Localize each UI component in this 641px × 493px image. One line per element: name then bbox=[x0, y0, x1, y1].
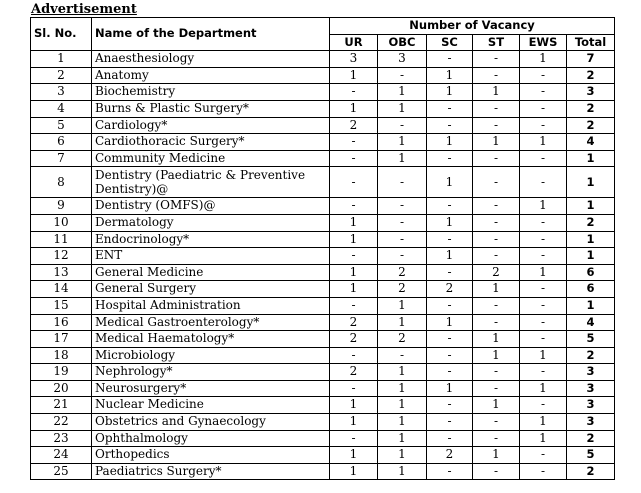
ur-cell: - bbox=[330, 167, 378, 198]
ews-cell: - bbox=[520, 447, 567, 464]
sl-no-cell: 8 bbox=[31, 167, 92, 198]
table-row bbox=[31, 100, 615, 117]
col-header-total: Total bbox=[567, 34, 615, 51]
total-cell: 3 bbox=[567, 380, 615, 397]
total-cell: 6 bbox=[567, 264, 615, 281]
st-cell: 1 bbox=[473, 134, 520, 151]
st-cell: 1 bbox=[473, 84, 520, 101]
sl-no-cell: 21 bbox=[31, 397, 92, 414]
ews-cell: - bbox=[520, 67, 567, 84]
ews-cell: - bbox=[520, 167, 567, 198]
vacancy-table bbox=[30, 17, 615, 480]
department-cell: Medical Haematology* bbox=[92, 331, 330, 348]
obc-cell: 1 bbox=[378, 430, 427, 447]
sc-cell: 2 bbox=[427, 447, 473, 464]
ur-cell: - bbox=[330, 248, 378, 265]
st-cell: - bbox=[473, 117, 520, 134]
table-row bbox=[31, 447, 615, 464]
st-cell: - bbox=[473, 100, 520, 117]
department-cell: Microbiology bbox=[92, 347, 330, 364]
st-cell: - bbox=[473, 430, 520, 447]
sc-cell: - bbox=[427, 414, 473, 431]
obc-cell: 1 bbox=[378, 150, 427, 167]
table-row bbox=[31, 281, 615, 298]
department-cell: Burns & Plastic Surgery* bbox=[92, 100, 330, 117]
ur-cell: - bbox=[330, 134, 378, 151]
table-row bbox=[31, 430, 615, 447]
department-cell: Ophthalmology bbox=[92, 430, 330, 447]
col-header-ur: UR bbox=[330, 34, 378, 51]
total-cell: 1 bbox=[567, 297, 615, 314]
sl-no-cell: 22 bbox=[31, 414, 92, 431]
sc-cell: 1 bbox=[427, 214, 473, 231]
ur-cell: - bbox=[330, 150, 378, 167]
sc-cell: 2 bbox=[427, 281, 473, 298]
department-cell: Neurosurgery* bbox=[92, 380, 330, 397]
table-row bbox=[31, 84, 615, 101]
sl-no-cell: 16 bbox=[31, 314, 92, 331]
table-row bbox=[31, 314, 615, 331]
table-row bbox=[31, 380, 615, 397]
ews-cell: 1 bbox=[520, 430, 567, 447]
total-cell: 4 bbox=[567, 134, 615, 151]
sc-cell: - bbox=[427, 150, 473, 167]
sc-cell: - bbox=[427, 364, 473, 381]
department-cell: Cardiothoracic Surgery* bbox=[92, 134, 330, 151]
ur-cell: - bbox=[330, 198, 378, 215]
obc-cell: - bbox=[378, 117, 427, 134]
table-row bbox=[31, 397, 615, 414]
total-cell: 6 bbox=[567, 281, 615, 298]
ur-cell: 1 bbox=[330, 231, 378, 248]
st-cell: 2 bbox=[473, 264, 520, 281]
department-cell: Nuclear Medicine bbox=[92, 397, 330, 414]
department-cell: Paediatrics Surgery* bbox=[92, 463, 330, 480]
department-cell: Cardiology* bbox=[92, 117, 330, 134]
obc-cell: - bbox=[378, 67, 427, 84]
obc-cell: 1 bbox=[378, 364, 427, 381]
total-cell: 2 bbox=[567, 347, 615, 364]
total-cell: 4 bbox=[567, 314, 615, 331]
sl-no-cell: 6 bbox=[31, 134, 92, 151]
department-cell: Medical Gastroenterology* bbox=[92, 314, 330, 331]
ur-cell: 1 bbox=[330, 397, 378, 414]
table-row bbox=[31, 214, 615, 231]
col-header-vacancy-group: Number of Vacancy bbox=[330, 18, 615, 35]
table-row bbox=[31, 198, 615, 215]
ews-cell: - bbox=[520, 281, 567, 298]
obc-cell: - bbox=[378, 248, 427, 265]
sl-no-cell: 4 bbox=[31, 100, 92, 117]
table-row bbox=[31, 150, 615, 167]
ur-cell: - bbox=[330, 380, 378, 397]
st-cell: - bbox=[473, 51, 520, 68]
obc-cell: 1 bbox=[378, 100, 427, 117]
ur-cell: 2 bbox=[330, 117, 378, 134]
st-cell: 1 bbox=[473, 397, 520, 414]
sl-no-cell: 12 bbox=[31, 248, 92, 265]
sl-no-cell: 1 bbox=[31, 51, 92, 68]
obc-cell: 1 bbox=[378, 414, 427, 431]
department-cell: Dentistry (Paediatric & Preventive Dentistry)@ bbox=[92, 167, 330, 198]
st-cell: - bbox=[473, 150, 520, 167]
obc-cell: - bbox=[378, 198, 427, 215]
ews-cell: - bbox=[520, 84, 567, 101]
department-cell: General Surgery bbox=[92, 281, 330, 298]
ews-cell: - bbox=[520, 231, 567, 248]
ur-cell: - bbox=[330, 84, 378, 101]
st-cell: - bbox=[473, 198, 520, 215]
ur-cell: 1 bbox=[330, 67, 378, 84]
sl-no-cell: 20 bbox=[31, 380, 92, 397]
department-cell: Dermatology bbox=[92, 214, 330, 231]
table-row bbox=[31, 67, 615, 84]
st-cell: - bbox=[473, 214, 520, 231]
total-cell: 2 bbox=[567, 117, 615, 134]
total-cell: 2 bbox=[567, 100, 615, 117]
table-row bbox=[31, 297, 615, 314]
st-cell: - bbox=[473, 67, 520, 84]
sc-cell: - bbox=[427, 264, 473, 281]
table-row bbox=[31, 231, 615, 248]
st-cell: - bbox=[473, 297, 520, 314]
ews-cell: - bbox=[520, 214, 567, 231]
sc-cell: 1 bbox=[427, 380, 473, 397]
obc-cell: - bbox=[378, 231, 427, 248]
ews-cell: - bbox=[520, 364, 567, 381]
sl-no-cell: 3 bbox=[31, 84, 92, 101]
obc-cell: 1 bbox=[378, 314, 427, 331]
st-cell: - bbox=[473, 314, 520, 331]
table-row bbox=[31, 264, 615, 281]
st-cell: 1 bbox=[473, 331, 520, 348]
total-cell: 2 bbox=[567, 214, 615, 231]
sl-no-cell: 23 bbox=[31, 430, 92, 447]
ews-cell: 1 bbox=[520, 51, 567, 68]
sl-no-cell: 11 bbox=[31, 231, 92, 248]
obc-cell: - bbox=[378, 167, 427, 198]
obc-cell: 2 bbox=[378, 331, 427, 348]
ur-cell: 1 bbox=[330, 447, 378, 464]
ur-cell: 2 bbox=[330, 314, 378, 331]
sl-no-cell: 19 bbox=[31, 364, 92, 381]
ur-cell: - bbox=[330, 430, 378, 447]
st-cell: - bbox=[473, 231, 520, 248]
obc-cell: 3 bbox=[378, 51, 427, 68]
sc-cell: - bbox=[427, 463, 473, 480]
obc-cell: 2 bbox=[378, 264, 427, 281]
sl-no-cell: 25 bbox=[31, 463, 92, 480]
st-cell: - bbox=[473, 364, 520, 381]
sc-cell: - bbox=[427, 100, 473, 117]
ews-cell: - bbox=[520, 463, 567, 480]
sl-no-cell: 14 bbox=[31, 281, 92, 298]
sc-cell: 1 bbox=[427, 84, 473, 101]
total-cell: 3 bbox=[567, 84, 615, 101]
sl-no-cell: 10 bbox=[31, 214, 92, 231]
sl-no-cell: 24 bbox=[31, 447, 92, 464]
sc-cell: 1 bbox=[427, 248, 473, 265]
sc-cell: - bbox=[427, 397, 473, 414]
st-cell: - bbox=[473, 167, 520, 198]
ur-cell: 1 bbox=[330, 214, 378, 231]
st-cell: - bbox=[473, 414, 520, 431]
sc-cell: 1 bbox=[427, 134, 473, 151]
table-row bbox=[31, 248, 615, 265]
sc-cell: 1 bbox=[427, 67, 473, 84]
obc-cell: - bbox=[378, 214, 427, 231]
ur-cell: - bbox=[330, 297, 378, 314]
total-cell: 3 bbox=[567, 364, 615, 381]
obc-cell: 1 bbox=[378, 297, 427, 314]
sl-no-cell: 18 bbox=[31, 347, 92, 364]
col-header-sc: SC bbox=[427, 34, 473, 51]
ews-cell: - bbox=[520, 314, 567, 331]
department-cell: Biochemistry bbox=[92, 84, 330, 101]
ur-cell: 1 bbox=[330, 100, 378, 117]
ews-cell: - bbox=[520, 331, 567, 348]
header-row-primary bbox=[31, 18, 615, 35]
department-cell: Obstetrics and Gynaecology bbox=[92, 414, 330, 431]
table-row bbox=[31, 117, 615, 134]
table-row bbox=[31, 414, 615, 431]
total-cell: 3 bbox=[567, 397, 615, 414]
sc-cell: - bbox=[427, 297, 473, 314]
st-cell: 1 bbox=[473, 347, 520, 364]
obc-cell: 1 bbox=[378, 447, 427, 464]
table-row bbox=[31, 364, 615, 381]
ews-cell: - bbox=[520, 150, 567, 167]
sc-cell: - bbox=[427, 198, 473, 215]
ews-cell: - bbox=[520, 297, 567, 314]
sl-no-cell: 5 bbox=[31, 117, 92, 134]
ews-cell: 1 bbox=[520, 198, 567, 215]
department-cell: General Medicine bbox=[92, 264, 330, 281]
ur-cell: 1 bbox=[330, 264, 378, 281]
total-cell: 2 bbox=[567, 67, 615, 84]
sc-cell: - bbox=[427, 117, 473, 134]
table-row bbox=[31, 463, 615, 480]
col-header-department: Name of the Department bbox=[92, 18, 330, 51]
total-cell: 7 bbox=[567, 51, 615, 68]
col-header-ews: EWS bbox=[520, 34, 567, 51]
col-header-sl-no: Sl. No. bbox=[31, 18, 92, 51]
total-cell: 5 bbox=[567, 447, 615, 464]
ews-cell: - bbox=[520, 248, 567, 265]
sl-no-cell: 15 bbox=[31, 297, 92, 314]
department-cell: ENT bbox=[92, 248, 330, 265]
ews-cell: 1 bbox=[520, 380, 567, 397]
col-header-obc: OBC bbox=[378, 34, 427, 51]
obc-cell: 1 bbox=[378, 397, 427, 414]
page-heading: Advertisement bbox=[31, 2, 137, 17]
ur-cell: 2 bbox=[330, 364, 378, 381]
table-row bbox=[31, 347, 615, 364]
sc-cell: - bbox=[427, 51, 473, 68]
ews-cell: - bbox=[520, 397, 567, 414]
sc-cell: - bbox=[427, 231, 473, 248]
obc-cell: 1 bbox=[378, 380, 427, 397]
total-cell: 1 bbox=[567, 198, 615, 215]
sc-cell: - bbox=[427, 331, 473, 348]
ews-cell: - bbox=[520, 117, 567, 134]
ur-cell: 3 bbox=[330, 51, 378, 68]
st-cell: - bbox=[473, 380, 520, 397]
sc-cell: 1 bbox=[427, 314, 473, 331]
table-row bbox=[31, 51, 615, 68]
ews-cell: 1 bbox=[520, 264, 567, 281]
department-cell: Dentistry (OMFS)@ bbox=[92, 198, 330, 215]
ews-cell: - bbox=[520, 100, 567, 117]
obc-cell: - bbox=[378, 347, 427, 364]
total-cell: 3 bbox=[567, 414, 615, 431]
department-cell: Community Medicine bbox=[92, 150, 330, 167]
sl-no-cell: 2 bbox=[31, 67, 92, 84]
st-cell: - bbox=[473, 248, 520, 265]
vacancy-table-body bbox=[31, 51, 615, 480]
total-cell: 5 bbox=[567, 331, 615, 348]
obc-cell: 1 bbox=[378, 463, 427, 480]
table-row bbox=[31, 134, 615, 151]
sl-no-cell: 13 bbox=[31, 264, 92, 281]
total-cell: 1 bbox=[567, 231, 615, 248]
sl-no-cell: 17 bbox=[31, 331, 92, 348]
obc-cell: 2 bbox=[378, 281, 427, 298]
obc-cell: 1 bbox=[378, 84, 427, 101]
total-cell: 1 bbox=[567, 150, 615, 167]
st-cell: - bbox=[473, 463, 520, 480]
department-cell: Endocrinology* bbox=[92, 231, 330, 248]
total-cell: 1 bbox=[567, 248, 615, 265]
department-cell: Orthopedics bbox=[92, 447, 330, 464]
ews-cell: 1 bbox=[520, 414, 567, 431]
ur-cell: 1 bbox=[330, 463, 378, 480]
sc-cell: 1 bbox=[427, 167, 473, 198]
ur-cell: 1 bbox=[330, 281, 378, 298]
ur-cell: 2 bbox=[330, 331, 378, 348]
ur-cell: 1 bbox=[330, 414, 378, 431]
total-cell: 1 bbox=[567, 167, 615, 198]
st-cell: 1 bbox=[473, 281, 520, 298]
total-cell: 2 bbox=[567, 430, 615, 447]
table-row bbox=[31, 167, 615, 198]
obc-cell: 1 bbox=[378, 134, 427, 151]
st-cell: 1 bbox=[473, 447, 520, 464]
total-cell: 2 bbox=[567, 463, 615, 480]
col-header-st: ST bbox=[473, 34, 520, 51]
sl-no-cell: 9 bbox=[31, 198, 92, 215]
department-cell: Hospital Administration bbox=[92, 297, 330, 314]
sc-cell: - bbox=[427, 347, 473, 364]
table-row bbox=[31, 331, 615, 348]
ews-cell: 1 bbox=[520, 134, 567, 151]
department-cell: Nephrology* bbox=[92, 364, 330, 381]
ews-cell: 1 bbox=[520, 347, 567, 364]
sl-no-cell: 7 bbox=[31, 150, 92, 167]
sc-cell: - bbox=[427, 430, 473, 447]
department-cell: Anaesthesiology bbox=[92, 51, 330, 68]
ur-cell: - bbox=[330, 347, 378, 364]
department-cell: Anatomy bbox=[92, 67, 330, 84]
